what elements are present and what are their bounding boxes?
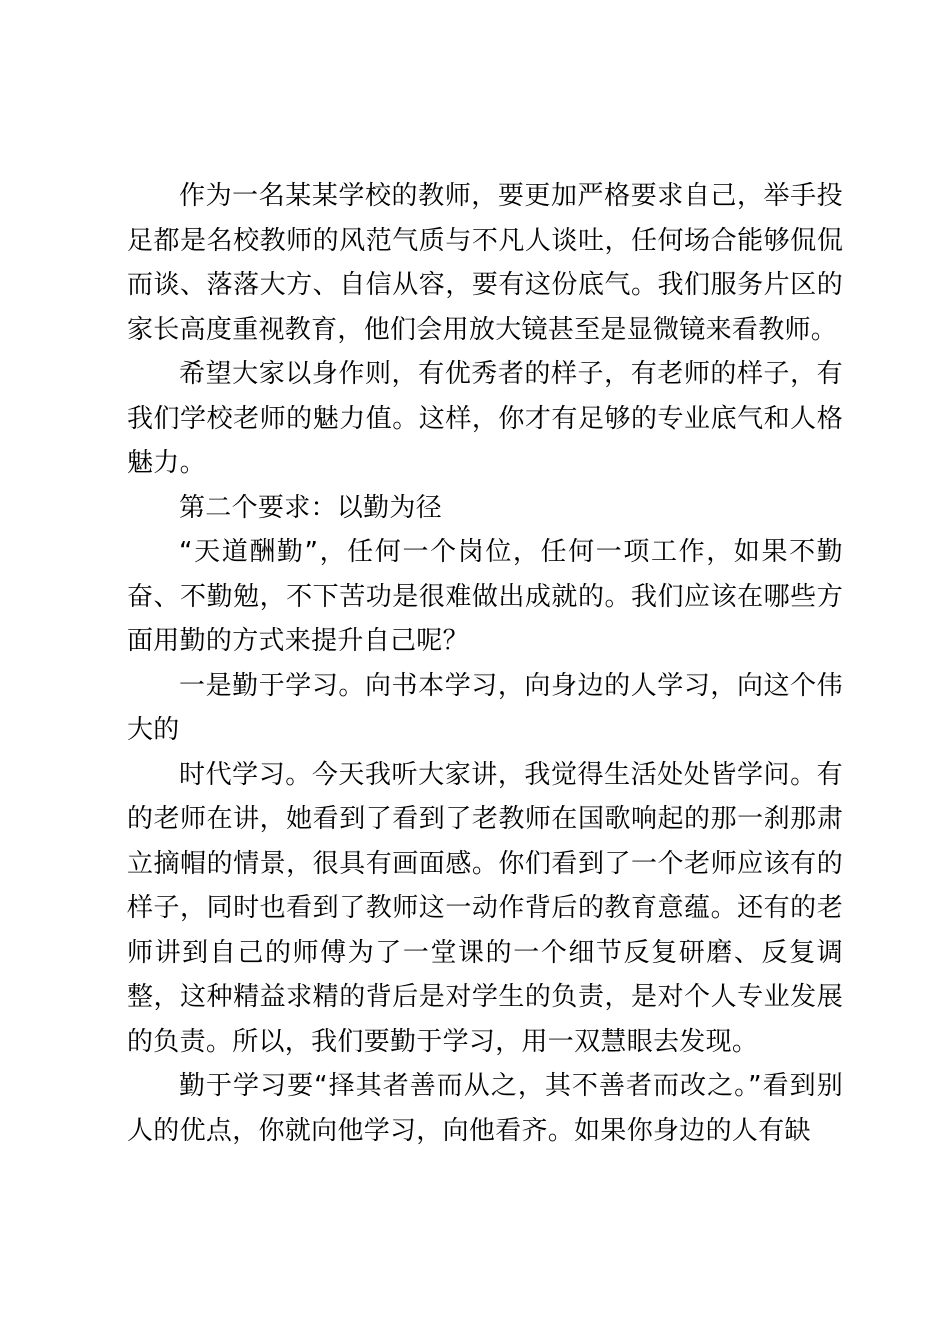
paragraph-5: 时代学习。今天我听大家讲，我觉得生活处处皆学问。有的老师在讲，她看到了看到了老教师在国歌响起的那一刹那肃立摘帽的情景，很具有画面感。你们看到了一个老师应该有的样子，同时也看到了教师这一动作背后的教育意蕴。还有的老师讲到自己的师傅为了一堂课的一个细节反复研磨、反复调整，这种精益求精的背后是对学生的负责，是对个人专业发展的负责。所以，我们要勤于学习，用一双慧眼去发现。 [127,759,843,1057]
paragraph-6: 勤于学习要“择其者善而从之，其不善者而改之。”看到别人的优点，你就向他学习，向他看齐。如果你身边的人有缺 [127,1071,843,1146]
paragraph-3: “天道酬勤”，任何一个岗位，任何一项工作，如果不勤奋、不勤勉，不下苦功是很难做出成就的。我们应该在哪些方面用勤的方式来提升自己呢？ [127,537,843,656]
paragraph-1: 作为一名某某学校的教师，要更加严格要求自己，举手投足都是名校教师的风范气质与不凡人谈吐，任何场合能够侃侃而谈、落落大方、自信从容，要有这份底气。我们服务片区的家长高度重视教育，他们会用放大镜甚至是显微镜来看教师。 [127,181,843,345]
section-heading: 第二个要求：以勤为径 [179,492,443,523]
paragraph-2: 希望大家以身作则，有优秀者的样子，有老师的样子，有我们学校老师的魅力值。这样，你才有足够的专业底气和人格魅力。 [127,359,843,478]
document-page [127,174,843,1153]
paragraph-4: 一是勤于学习。向书本学习，向身边的人学习，向这个伟大的 [127,670,843,745]
